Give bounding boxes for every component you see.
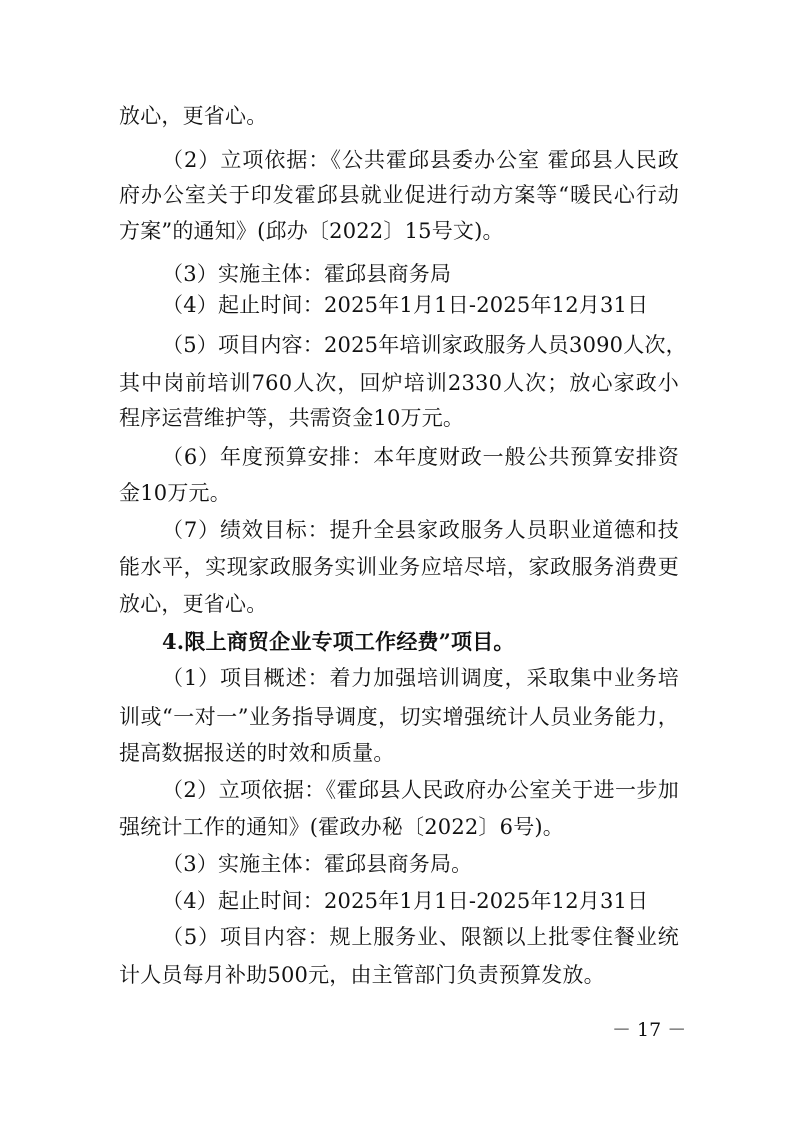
page-number: － 17 － — [612, 1019, 687, 1041]
text-line: （2）立项依据：《霍邱县人民政府办公室关于进一步加 — [162, 778, 679, 802]
text-line: （5）项目内容：2025年培训家政服务人员3090人次， — [162, 333, 687, 357]
text-line: 放心，更省心。 — [119, 104, 268, 128]
text-line: （7）绩效目标：提升全县家政服务人员职业道德和技 — [162, 518, 679, 542]
text-line: （6）年度预算安排：本年度财政一般公共预算安排资 — [162, 445, 679, 469]
text-line: 金10万元。 — [119, 481, 231, 505]
text-line: 训或“一对一”业务指导调度，切实增强统计人员业务能力， — [119, 705, 679, 729]
text-line: （1）项目概述：着力加强培训调度，采取集中业务培 — [162, 666, 679, 690]
text-line: （5）项目内容：规上服务业、限额以上批零住餐业统 — [162, 925, 679, 949]
text-line: 能水平，实现家政服务实训业务应培尽培，家政服务消费更 — [119, 555, 679, 579]
text-line: 强统计工作的通知》(霍政办秘〔2022〕6号)。 — [119, 815, 564, 839]
text-line: 方案”的通知》(邱办〔2022〕15号文)。 — [119, 219, 504, 243]
text-line: 计人员每月补助500元，由主管部门负责预算发放。 — [119, 963, 605, 987]
text-line: 府办公室关于印发霍邱县就业促进行动方案等“暖民心行动 — [119, 183, 679, 207]
text-line: 程序运营维护等，共需资金10万元。 — [119, 406, 465, 430]
text-line: 其中岗前培训760人次，回炉培训2330人次；放心家政小 — [119, 371, 679, 395]
text-line: 提高数据报送的时效和质量。 — [119, 741, 395, 765]
text-line: （3）实施主体：霍邱县商务局 — [162, 262, 452, 286]
text-line: 放心，更省心。 — [119, 592, 268, 616]
text-line: （3）实施主体：霍邱县商务局。 — [162, 852, 473, 876]
text-line: （4）起止时间：2025年1月1日-2025年12月31日 — [162, 889, 649, 913]
section-heading: 4.限上商贸企业专项工作经费”项目。 — [162, 629, 515, 654]
text-line: （2）立项依据：《公共霍邱县委办公室 霍邱县人民政 — [162, 148, 679, 172]
text-line: （4）起止时间：2025年1月1日-2025年12月31日 — [162, 293, 649, 317]
